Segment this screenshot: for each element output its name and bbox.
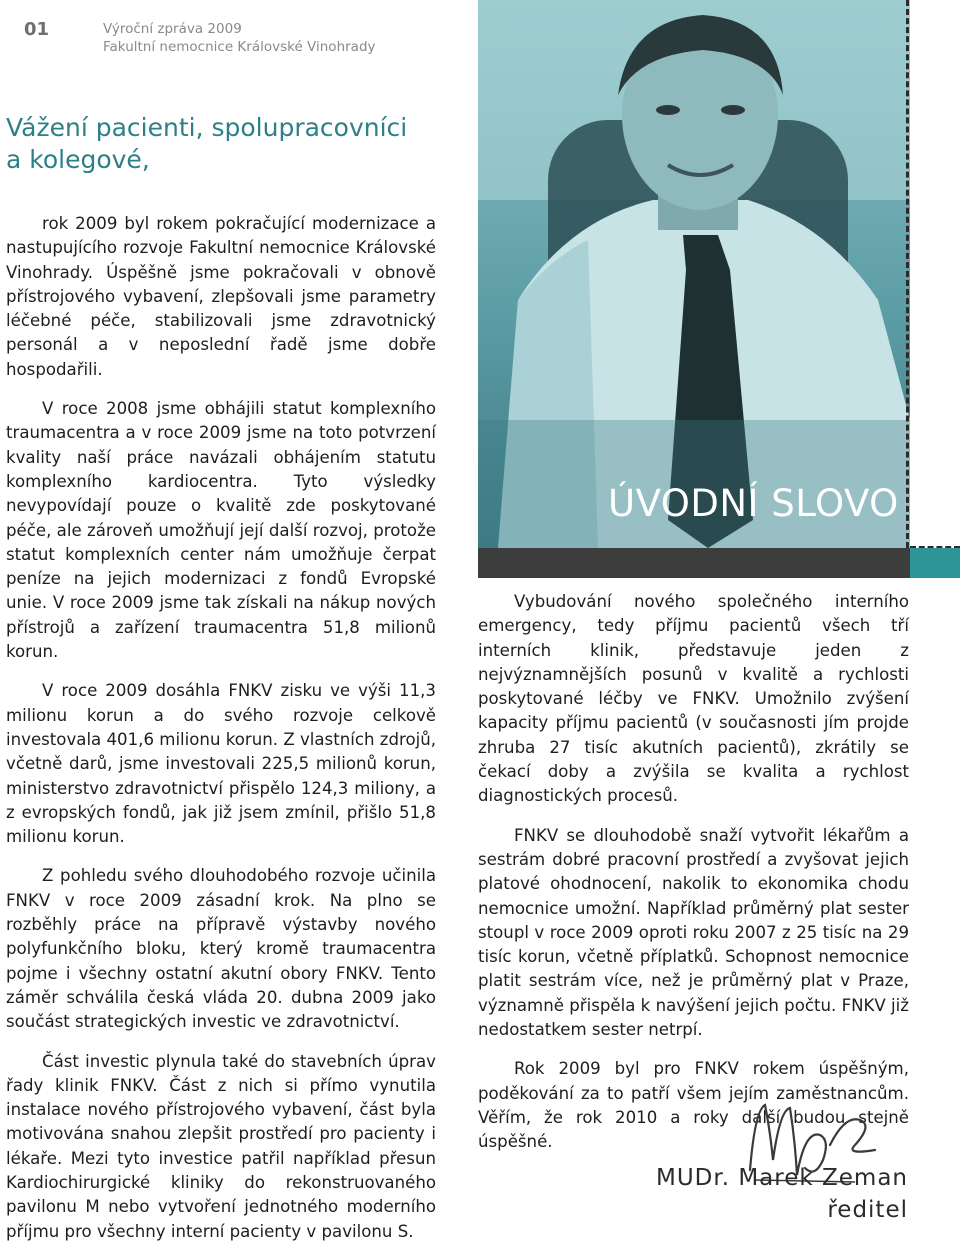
hospital-name: Fakultní nemocnice Královské Vinohrady (103, 39, 376, 55)
left-paragraph-3: V roce 2009 dosáhla FNKV zisku ve výši 11,3 milionu korun a do svého rozvoje celkově investovala 401,6 milionu korun. Z vlastních zdrojů, včetně darů, jsme investovali 225,5 milionů korun, ministerstvo zdravotnictví přispělo 124,3 miliony, a z evropských fondů, jak již jsem zmínil, přišlo 51,8 milionu korun. (6, 681, 437, 847)
page-number: 01 (24, 19, 50, 40)
left-paragraph-4: Z pohledu svého dlouhodobého rozvoje učinila FNKV v roce 2009 zásadní krok. Na plno se rozběhly práce na přípravě výstavby nového polyfunkčního bloku, který kromě traumacentra pojme i všechny ostatní akutní obory FNKV. Tento záměr schválila česká vláda 20. dubna 2009 jako součást strategických investic ve zdravotnictví. (6, 866, 436, 1032)
report-header (103, 20, 376, 56)
report-title: Výroční zpráva 2009 (103, 21, 242, 37)
right-paragraph-2: FNKV se dlouhodobě snaží vytvořit lékařům a sestrám dobré pracovní prostředí a zvyšovat jejich platové ohodnocení, nakolik to ekonomika chodu nemocnice umožní. Například průměrný plat sester stoupl v roce 2009 oproti roku 2007 z 25 tisíc na 29 tisíc korun, včetně příplatků. Schopnost nemocnice platit sestrám více, než je průměrný plat v Praze, významně přispěla k navýšení jejich počtu. FNKV již nedostatkem sester netrpí. (478, 825, 909, 1040)
right-paragraph-3: Rok 2009 byl pro FNKV rokem úspěšným, poděkování za to patří všem jejím zaměstnancům. Věřím, že rok 2010 a roky další budou stejně úspěšné. (478, 1059, 909, 1152)
section-title: ÚVODNÍ SLOVO (608, 482, 899, 525)
greeting-line-1: Vážení pacienti, spolupracovníci (6, 113, 408, 142)
teal-accent-block (910, 548, 960, 578)
signatory-role: ředitel (827, 1197, 908, 1223)
left-paragraph-5: Část investic plynula také do stavebních úprav řady klinik FNKV. Část z nich si přímo vynutila instalace nového přístrojového vybavení, část byla motivována snahou zlepšit prostředí pro pacienty i lékaře. Mezi tyto investice patřil například přesun Kardiochirurgické kliniky do rekonstruovaného pavilonu M nebo vytvoření jednotného moderního příjmu pro všechny interní pacienty v pavilonu S. (6, 1051, 436, 1241)
photo-dark-band (478, 548, 910, 578)
right-text-column (478, 590, 909, 1170)
photo-eye-right (721, 105, 745, 115)
greeting-heading (6, 112, 446, 176)
director-portrait-illustration (478, 0, 910, 548)
photo-dashed-border-vertical (906, 0, 909, 548)
right-paragraph-1: Vybudování nového společného interního emergency, tedy příjmu pacientů všech tří interních klinik, představuje jeden z nejvýznamnějších posunů v kvalitě a rychlosti poskytované léčby ve FNKV. Umožnilo zvýšení kapacity příjmu pacientů (v současnosti jím projde zhruba 27 tisíc akutních pacientů), zkrátily se čekací doby a zvýšila se kvalita a rychlost diagnostických procesů. (478, 592, 909, 806)
signatory-name: MUDr. Marek Zeman (655, 1165, 908, 1191)
left-paragraph-1: rok 2009 byl rokem pokračující modernizace a nastupujícího rozvoje Fakultní nemocnice Královské Vinohrady. Úspěšně jsme pokračovali v obnově přístrojového vybavení, zlepšovali jsme parametry léčebné péče, stabilizovali jsme zdravotnický personál a v neposlední řadě jsme dobře hospodařili. (6, 214, 436, 379)
director-photo (478, 0, 910, 548)
greeting-line-2: a kolegové, (6, 145, 150, 174)
left-paragraph-2: V roce 2008 jsme obhájili statut komplexního traumacentra a v roce 2009 jsme na toto potvrzení kvality naší práce navázali obhájením statutu komplexního kardiocentra. Tyto výsledky nevypovídají pouze o kvalitě zde poskytované péče, ale zároveň umožňují její další rozvoj, protože statut komplexních center nám umožňuje čerpat peníze na jejich modernizaci z fondů Evropské unie. V roce 2009 jsme tak získali na nákup nových přístrojů a zařízení traumacentra 51,8 milionů korun. (6, 399, 436, 662)
left-text-column (6, 212, 436, 1259)
photo-eye-left (656, 105, 680, 115)
